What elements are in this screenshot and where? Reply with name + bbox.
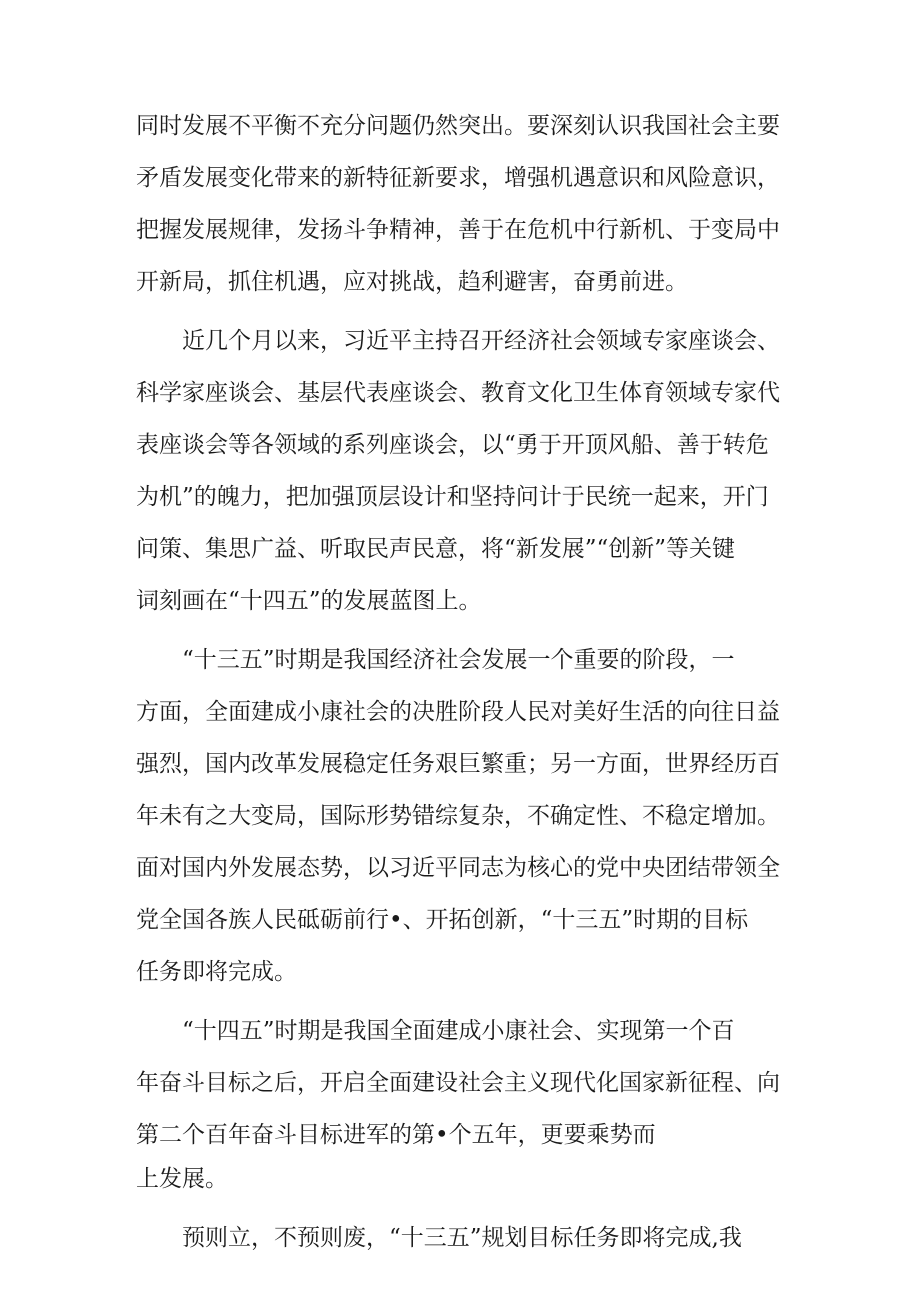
text-line: 年未有之大变局，国际形势错综复杂，不确定性、不稳定增加。: [136, 803, 780, 829]
text-line: 问策、集思广益、听取民声民意，将“新发展”“创新”等关键: [136, 536, 736, 562]
text-line: 预则立，不预则废，“十三五”规划目标任务即将完成,我: [182, 1225, 742, 1251]
text-line: 强烈，国内改革发展稳定任务艰巨繁重；另一方面，世界经历百: [136, 751, 780, 777]
text-line: 任务即将完成。: [136, 959, 297, 985]
text-line: 上发展。: [136, 1166, 228, 1192]
text-line: 面对国内外发展态势，以习近平同志为核心的党中央团结带领全: [136, 855, 780, 881]
text-line: 把握发展规律，发扬斗争精神，善于在危机中行新机、于变局中: [136, 217, 780, 243]
document-body: [136, 100, 796, 1264]
text-line: 科学家座谈会、基层代表座谈会、教育文化卫生体育领域专家代: [136, 380, 780, 406]
text-line: 开新局，抓住机遇，应对挑战，趋利避害，奋勇前进。: [136, 269, 688, 295]
text-line: “十三五”时期是我国经济社会发展一个重要的阶段，一: [182, 647, 735, 673]
text-line: 表座谈会等各领域的系列座谈会，以“勇于开顶风船、善于转危: [136, 432, 769, 458]
text-line: 词刻画在“十四五”的发展蓝图上。: [136, 588, 482, 614]
text-line: “十四五”时期是我国全面建成小康社会、实现第一个百: [182, 1018, 735, 1044]
text-line: 方面，全面建成小康社会的决胜阶段人民对美好生活的向往日益: [136, 699, 780, 725]
text-line: 矛盾发展变化带来的新特征新要求，增强机遇意识和风险意识，: [136, 165, 780, 191]
text-line: 同时发展不平衡不充分问题仍然突出。要深刻认识我国社会主要: [136, 113, 780, 139]
text-line: 年奋斗目标之后，开启全面建设社会主义现代化国家新征程、向: [136, 1070, 780, 1096]
text-line: 党全国各族人民砥砺前行•、开拓创新，“十三五”时期的目标: [136, 907, 749, 933]
text-line: 为机”的魄力，把加强顶层设计和坚持问计于民统一起来，开门: [136, 484, 769, 510]
text-line: 第二个百年奋斗目标进军的第•个五年，更要乘势而: [136, 1122, 656, 1148]
text-line: 近几个月以来，习近平主持召开经济社会领域专家座谈会、: [182, 328, 780, 354]
